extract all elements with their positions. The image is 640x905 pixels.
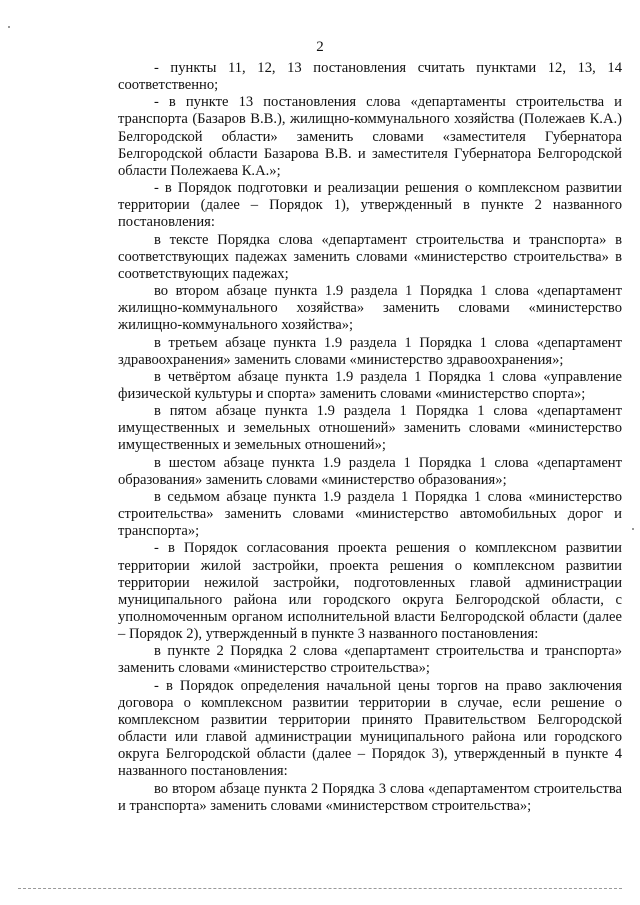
scan-bottom-edge xyxy=(18,888,622,889)
paragraph-procedure-3-item-2: во втором абзаце пункта 2 Порядка 3 слова «департаментом строительства и транспорта» заменить словами «министерством строительства»; xyxy=(118,780,622,814)
paragraph-procedure-1-item-1-9-para-2: во втором абзаце пункта 1.9 раздела 1 Порядка 1 слова «департамент жилищно-коммунального хозяйства» заменить словами «министерство жилищно-коммунального хозяйства»; xyxy=(118,283,622,334)
paragraph-procedure-1-item-1-9-para-4: в четвёртом абзаце пункта 1.9 раздела 1 Порядка 1 слова «управление физической культуры и спорта» заменить словами «министерство спорта»; xyxy=(118,368,622,402)
paragraph-procedure-1-item-1-9-para-3: в третьем абзаце пункта 1.9 раздела 1 Порядка 1 слова «департамент здравоохранения» заменить словами «министерство здравоохранения»; xyxy=(118,334,622,368)
paragraph-procedure-1-intro: - в Порядок подготовки и реализации решения о комплексном развитии территории (далее – Порядок 1), утвержденный в пункте 2 названного постановления: xyxy=(118,180,622,231)
paragraph-procedure-2-intro: - в Порядок согласования проекта решения о комплексном развитии территории жилой застройки, проекта решения о комплексном развитии территории нежилой застройки, подготовленных главой администрации муниципального района или городского округа Белгородской области, с уполномоченным органом исполнительной власти Белгородской области (далее – Порядок 2), утвержденный в пункте 3 названного постановления: xyxy=(118,540,622,643)
paragraph-procedure-1-text-replace: в тексте Порядка слова «департамент строительства и транспорта» в соответствующих падежах заменить словами «министерство строительства» в соответствующих падежах; xyxy=(118,231,622,282)
paragraph-procedure-1-item-1-9-para-5: в пятом абзаце пункта 1.9 раздела 1 Порядка 1 слова «департамент имущественных и земельных отношений» заменить словами «министерство имущественных и земельных отношений»; xyxy=(118,403,622,454)
paragraph-procedure-1-item-1-9-para-7: в седьмом абзаце пункта 1.9 раздела 1 Порядка 1 слова «министерство строительства» заменить словами «министерство автомобильных дорог и транспорта»; xyxy=(118,488,622,540)
document-body xyxy=(118,60,622,815)
scan-speck xyxy=(632,528,634,530)
paragraph-procedure-2-item-2: в пункте 2 Порядка 2 слова «департамент строительства и транспорта» заменить словами «министерство строительства»; xyxy=(118,643,622,677)
paragraph-point-13-amendment: - в пункте 13 постановления слова «департаменты строительства и транспорта (Базаров В.В.), жилищно-коммунального хозяйства (Полежаев К.А.) Белгородской области» заменить словами «заместителя Губернатора Белгородской области Базарова В.В. и заместителя Губернатора Белгородской области Полежаева К.А.»; xyxy=(118,94,622,179)
paragraph-renumber-points: - пункты 11, 12, 13 постановления считать пунктами 12, 13, 14 соответственно; xyxy=(118,60,622,94)
scan-speck xyxy=(8,26,10,28)
paragraph-procedure-1-item-1-9-para-6: в шестом абзаце пункта 1.9 раздела 1 Порядка 1 слова «департамент образования» заменить словами «министерство образования»; xyxy=(118,454,622,488)
page-number: 2 xyxy=(316,39,324,55)
paragraph-procedure-3-intro: - в Порядок определения начальной цены торгов на право заключения договора о комплексном развитии территории в случае, если решение о комплексном развитии территории принято Правительством Белгородской области или главой администрации муниципального района или городского округа Белгородской области (далее – Порядок 3), утвержденный в пункте 4 названного постановления: xyxy=(118,677,622,780)
